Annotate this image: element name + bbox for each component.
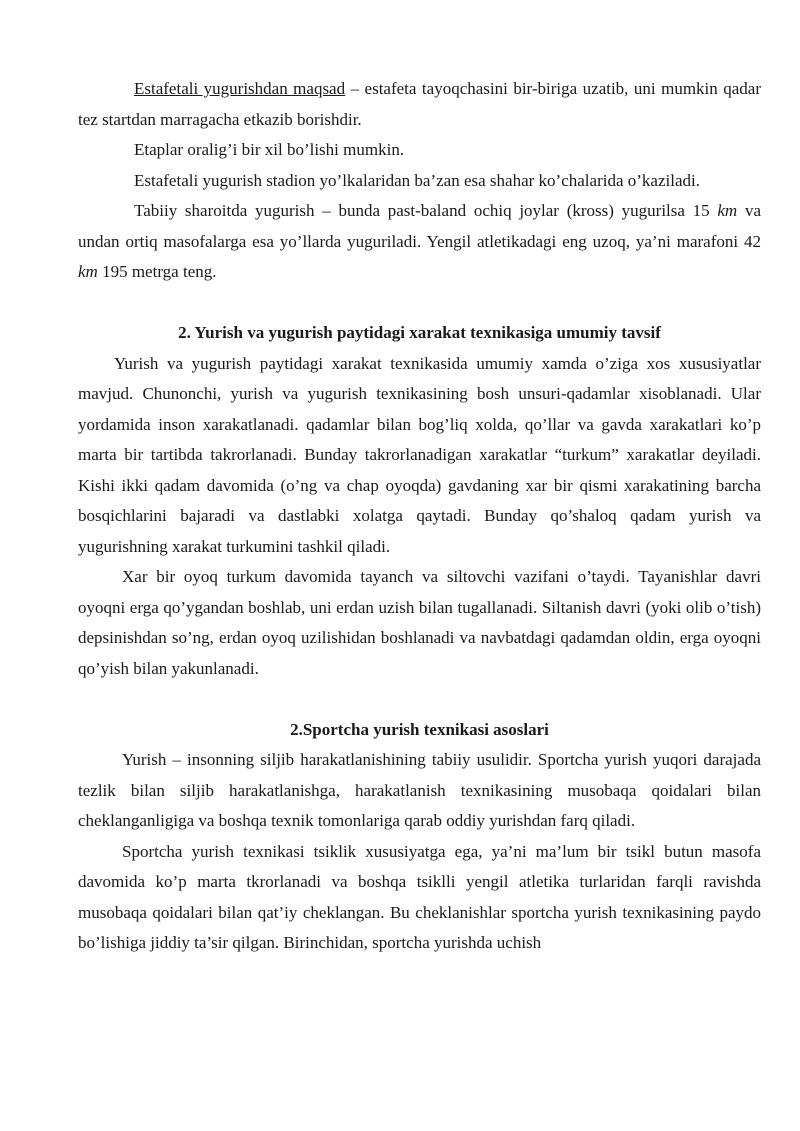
- paragraph-race-walking-technique: Sportcha yurish texnikasi tsiklik xususiyatga ega, ya’ni ma’lum bir tsikl butun masofa davomida ko’p marta tkrorlanadi va boshqa tsiklli yengil atletika turlaridan farqli ravishda musobaqa qoidalari bilan qat’iy cheklangan. Bu cheklanishlar sportcha yurish texnikasining paydo bo’lishiga jiddiy ta’sir qilgan. Birinchidan, sportcha yurishda uchish: [78, 841, 761, 952]
- paragraph-relay-goal: [78, 74, 761, 135]
- section-heading-movement-technique: 2. Yurish va yugurish paytidagi xarakat texnikasiga umumiy tavsif: [178, 323, 661, 342]
- section-heading-race-walking: 2.Sportcha yurish texnikasi asoslari: [290, 719, 549, 739]
- paragraph-relay-location: Estafetali yugurish stadion yo’lkalaridan ba’zan esa shahar ko’chalarida o’kaziladi.: [134, 170, 700, 190]
- paragraph-walking-definition: Yurish – insonning siljib harakatlanishining tabiiy usulidir. Sportcha yurish yuqori darajada tezlik bilan siljib harakatlanishga, harakatlanish texnikasining musobaqa qoidalari bilan cheklanganligiga va boshqa texnik tomonlariga qarab oddiy yurishdan farq qiladi.: [78, 750, 761, 830]
- relay-goal-definition: – estafeta tayoqchasini bir-biriga uzatib, uni mumkin qadar tez startdan marragacha etkazib borishdir.: [78, 79, 761, 129]
- paragraph-natural-running: Tabiiy sharoitda yugurish – bunda past-baland ochiq joylar (kross) yugurilsa 15 km va undan ortiq masofalarga esa yo’llarda yuguriladi. Yengil atletikadagi eng uzoq, ya’ni marafoni 42 km 195 metrga teng.: [78, 201, 761, 281]
- unit-km: km: [717, 201, 738, 220]
- paragraph-movement-technique: Yurish va yugurish paytidagi xarakat texnikasida umumiy xamda o’ziga xos xususiyatlar mavjud. Chunonchi, yurish va yugurish texnikasining bosh unsuri-qadamlar xisoblanadi. Ular yordamida inson xarakatlanadi. qadamlar bilan bog’liq xolda, qo’llar va gavda xarakatlari ko’p marta bir tartibda takrorlanadi. Bunday takrorlanadigan xarakatlar “turkum” xarakatlar deyiladi. Kishi ikki qadam davomida (o’ng va chap oyoqda) gavdaning xar bir qismi xarakatining barcha bosqichlarini bajaradi va dastlabki xolatga qaytadi. Bunday qo’shaloq qadam yurish va yugurishning xarakat turkumini tashkil qiladi.: [78, 353, 761, 556]
- spacer: [78, 684, 761, 715]
- document-page: [78, 74, 761, 959]
- relay-goal-term: Estafetali yugurishdan maqsad: [134, 79, 346, 98]
- paragraph-support-swing: Xar bir oyoq turkum davomida tayanch va siltovchi vazifani o’taydi. Tayanishlar davri oyoqni erga qo’ygandan boshlab, uni erdan uzish bilan tugallanadi. Siltanish davri (yoki olib o’tish) depsinishdan so’ng, erdan oyoq uzilishidan boshlanadi va navbatdagi qadamdan oldin, erga oyoqni qo’yish bilan yakunlanadi.: [78, 567, 761, 678]
- paragraph-stages: Etaplar oralig’i bir xil bo’lishi mumkin.: [134, 140, 405, 159]
- unit-km: km: [78, 262, 98, 281]
- spacer: [78, 288, 761, 319]
